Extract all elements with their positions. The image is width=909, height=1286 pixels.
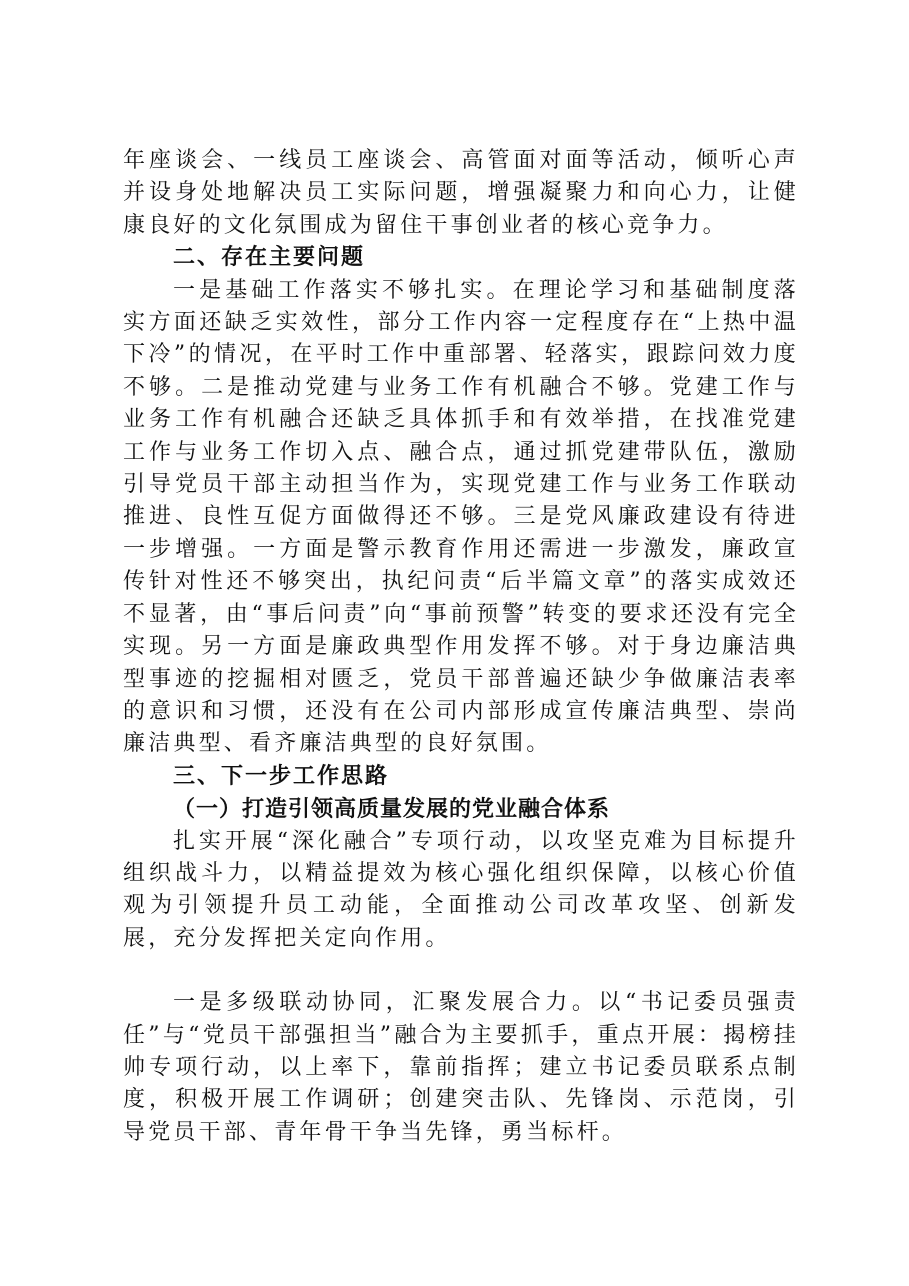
paragraph-continuation: 年座谈会、一线员工座谈会、高管面对面等活动，倾听心声并设身处地解决员工实际问题，增强凝聚力和向心力，让健康良好的文化氛围成为留住干事创业者的核心竞争力。 xyxy=(123,148,799,238)
paragraph-coordination: 一是多级联动协同，汇聚发展合力。以“书记委员强责任”与“党员干部强担当”融合为主要抓手，重点开展：揭榜挂帅专项行动，以上率下，靠前指挥；建立书记委员联系点制度，积极开展工作调研；创建突击队、先锋岗、示范岗，引导党员干部、青年骨干争当先锋，勇当标杆。 xyxy=(123,990,799,1145)
section-heading-next-steps: 三、下一步工作思路 xyxy=(173,763,390,789)
paragraph-problems: 一是基础工作落实不够扎实。在理论学习和基础制度落实方面还缺乏实效性，部分工作内容一定程度存在“上热中温下冷”的情况，在平时工作中重部署、轻落实，跟踪问效力度不够。二是推动党建与业务工作有机融合不够。党建工作与业务工作有机融合还缺乏具体抓手和有效举措，在找准党建工作与业务工作切入点、融合点，通过抓党建带队伍，激励引导党员干部主动担当作为，实现党建工作与业务工作联动推进、良性互促方面做得还不够。三是党风廉政建设有待进一步增强。一方面是警示教育作用还需进一步激发，廉政宣传针对性还不够突出，执纪问责“后半篇文章”的落实成效还不显著，由“事后问责”向“事前预警”转变的要求还没有完全实现。另一方面是廉政典型作用发挥不够。对于身边廉洁典型事迹的挖掘相对匮乏，党员干部普遍还缺少争做廉洁表率的意识和习惯，还没有在公司内部形成宣传廉洁典型、崇尚廉洁典型、看齐廉洁典型的良好氛围。 xyxy=(123,277,799,757)
section-heading-problems: 二、存在主要问题 xyxy=(173,245,366,271)
document-body xyxy=(123,145,799,1149)
subsection-heading-integration: （一）打造引领高质量发展的党业融合体系 xyxy=(173,796,611,823)
paragraph-integration: 扎实开展“深化融合”专项行动，以攻坚克难为目标提升组织战斗力，以精益提效为核心强化组织保障，以核心价值观为引领提升员工动能，全面推动公司改革攻坚、创新发展，充分发挥把关定向作用。 xyxy=(123,828,799,951)
